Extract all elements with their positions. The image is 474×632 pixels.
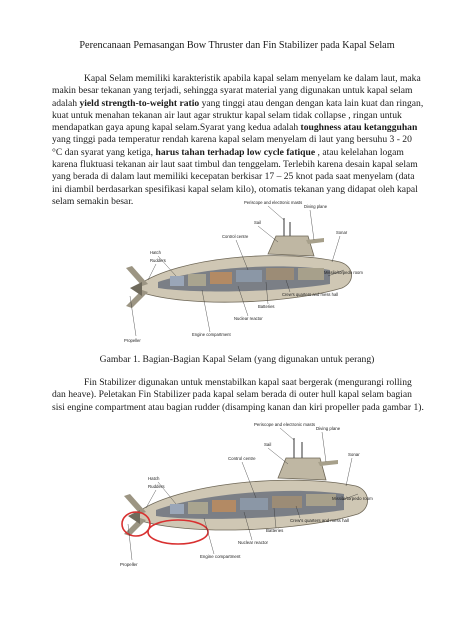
label-engine-compartment: Engine compartment — [200, 554, 241, 559]
figure-caption: Gambar 1. Bagian-Bagian Kapal Selam (yang digunakan untuk perang) — [99, 354, 375, 365]
label-crew-quarters: Crew's quarters and mess hall — [282, 292, 339, 297]
label-diving-plane: Diving plane — [316, 426, 341, 431]
label-sonar: Sonar — [348, 452, 360, 457]
label-batteries: Batteries — [266, 528, 284, 533]
text-run: Kapal Selam memiliki karakteristik apabila kapal selam menyelam ke dalam laut, maka makin besar tekanan yang terjadi, sehingga syarat material yang digunakan untuk kapal selam adalah — [52, 73, 421, 109]
paragraph-material-requirements — [52, 73, 424, 208]
text-run: , atau kelelahan logam karena fluktuasi tekanan air laut saat timbul dan tenggelam. Terlebih karena desain kapal selam yang berada di dalam laut memiliki kecepatan berkisar 17 – 25 knot pada saat menyelam (data ini diambil berdasarkan spesifikasi kapal selam kilo), otomatis tekanan yang didapat oleh kapal selam semakin besar. — [52, 146, 418, 207]
label-engine-compartment: Engine compartment — [192, 332, 231, 337]
document-title: Perencanaan Pemasangan Bow Thruster dan Fin Stabilizer pada Kapal Selam — [79, 40, 395, 51]
label-hatch: Hatch — [148, 476, 160, 481]
label-propeller: Propeller — [124, 338, 141, 343]
label-hatch: Hatch — [150, 250, 161, 255]
label-reactor: Nuclear reactor — [234, 316, 263, 321]
label-control-centre: Control centre — [222, 234, 249, 239]
paragraph-fin-stabilizer: Fin Stabilizer digunakan untuk menstabilkan kapal saat bergerak (mengurangi rolling dan heave). Peletakan Fin Stabilizer pada kapal selam berada di outer hull kapal selam bagian sisi engine compartment atau bagian rudder (disamping kanan dan kiri propeller pada gambar 1). — [52, 377, 424, 413]
label-crew-quarters: Crew's quarters and mess hall — [290, 518, 349, 523]
text-run: yang tinggi pada temperatur rendah karena kapal selam menyelam di laut yang bersuhu 3 - 20 °C dan syarat yang ketiga, — [52, 134, 412, 158]
submarine-cutaway-figure-2 — [112, 420, 374, 570]
bold-run: yield strength-to-weight ratio — [79, 97, 200, 109]
label-periscope: Periscope and electronic masts — [244, 200, 303, 205]
text-run: yang tinggi atau dengan dengan kata lain kuat dan ringan, kuat untuk menahan tekanan air laut agar struktur kapal selam tidak collapse , ringan untuk mendapatkan gaya apung kapal selam.Syarat yang kedua adalah — [52, 97, 424, 134]
label-propeller: Propeller — [120, 562, 138, 567]
label-sail: Sail — [254, 220, 261, 225]
bold-run: toughness atau ketangguhan — [300, 122, 418, 134]
bold-run: harus tahan terhadap low cycle fatique — [155, 146, 316, 158]
label-missile-room: Missile/torpedo room — [324, 270, 363, 275]
label-sonar: Sonar — [336, 230, 348, 235]
submarine-cutaway-figure-1 — [118, 196, 363, 346]
label-sail: Sail — [264, 442, 272, 447]
label-rudders: Rudders — [148, 484, 165, 489]
label-reactor: Nuclear reactor — [238, 540, 269, 545]
label-missile-room: Missile/torpedo room — [332, 496, 373, 501]
label-diving-plane: Diving plane — [304, 204, 328, 209]
label-rudders: Rudders — [150, 258, 166, 263]
label-periscope: Periscope and electronic masts — [254, 422, 316, 427]
label-batteries: Batteries — [258, 304, 275, 309]
label-control-centre: Control centre — [228, 456, 256, 461]
